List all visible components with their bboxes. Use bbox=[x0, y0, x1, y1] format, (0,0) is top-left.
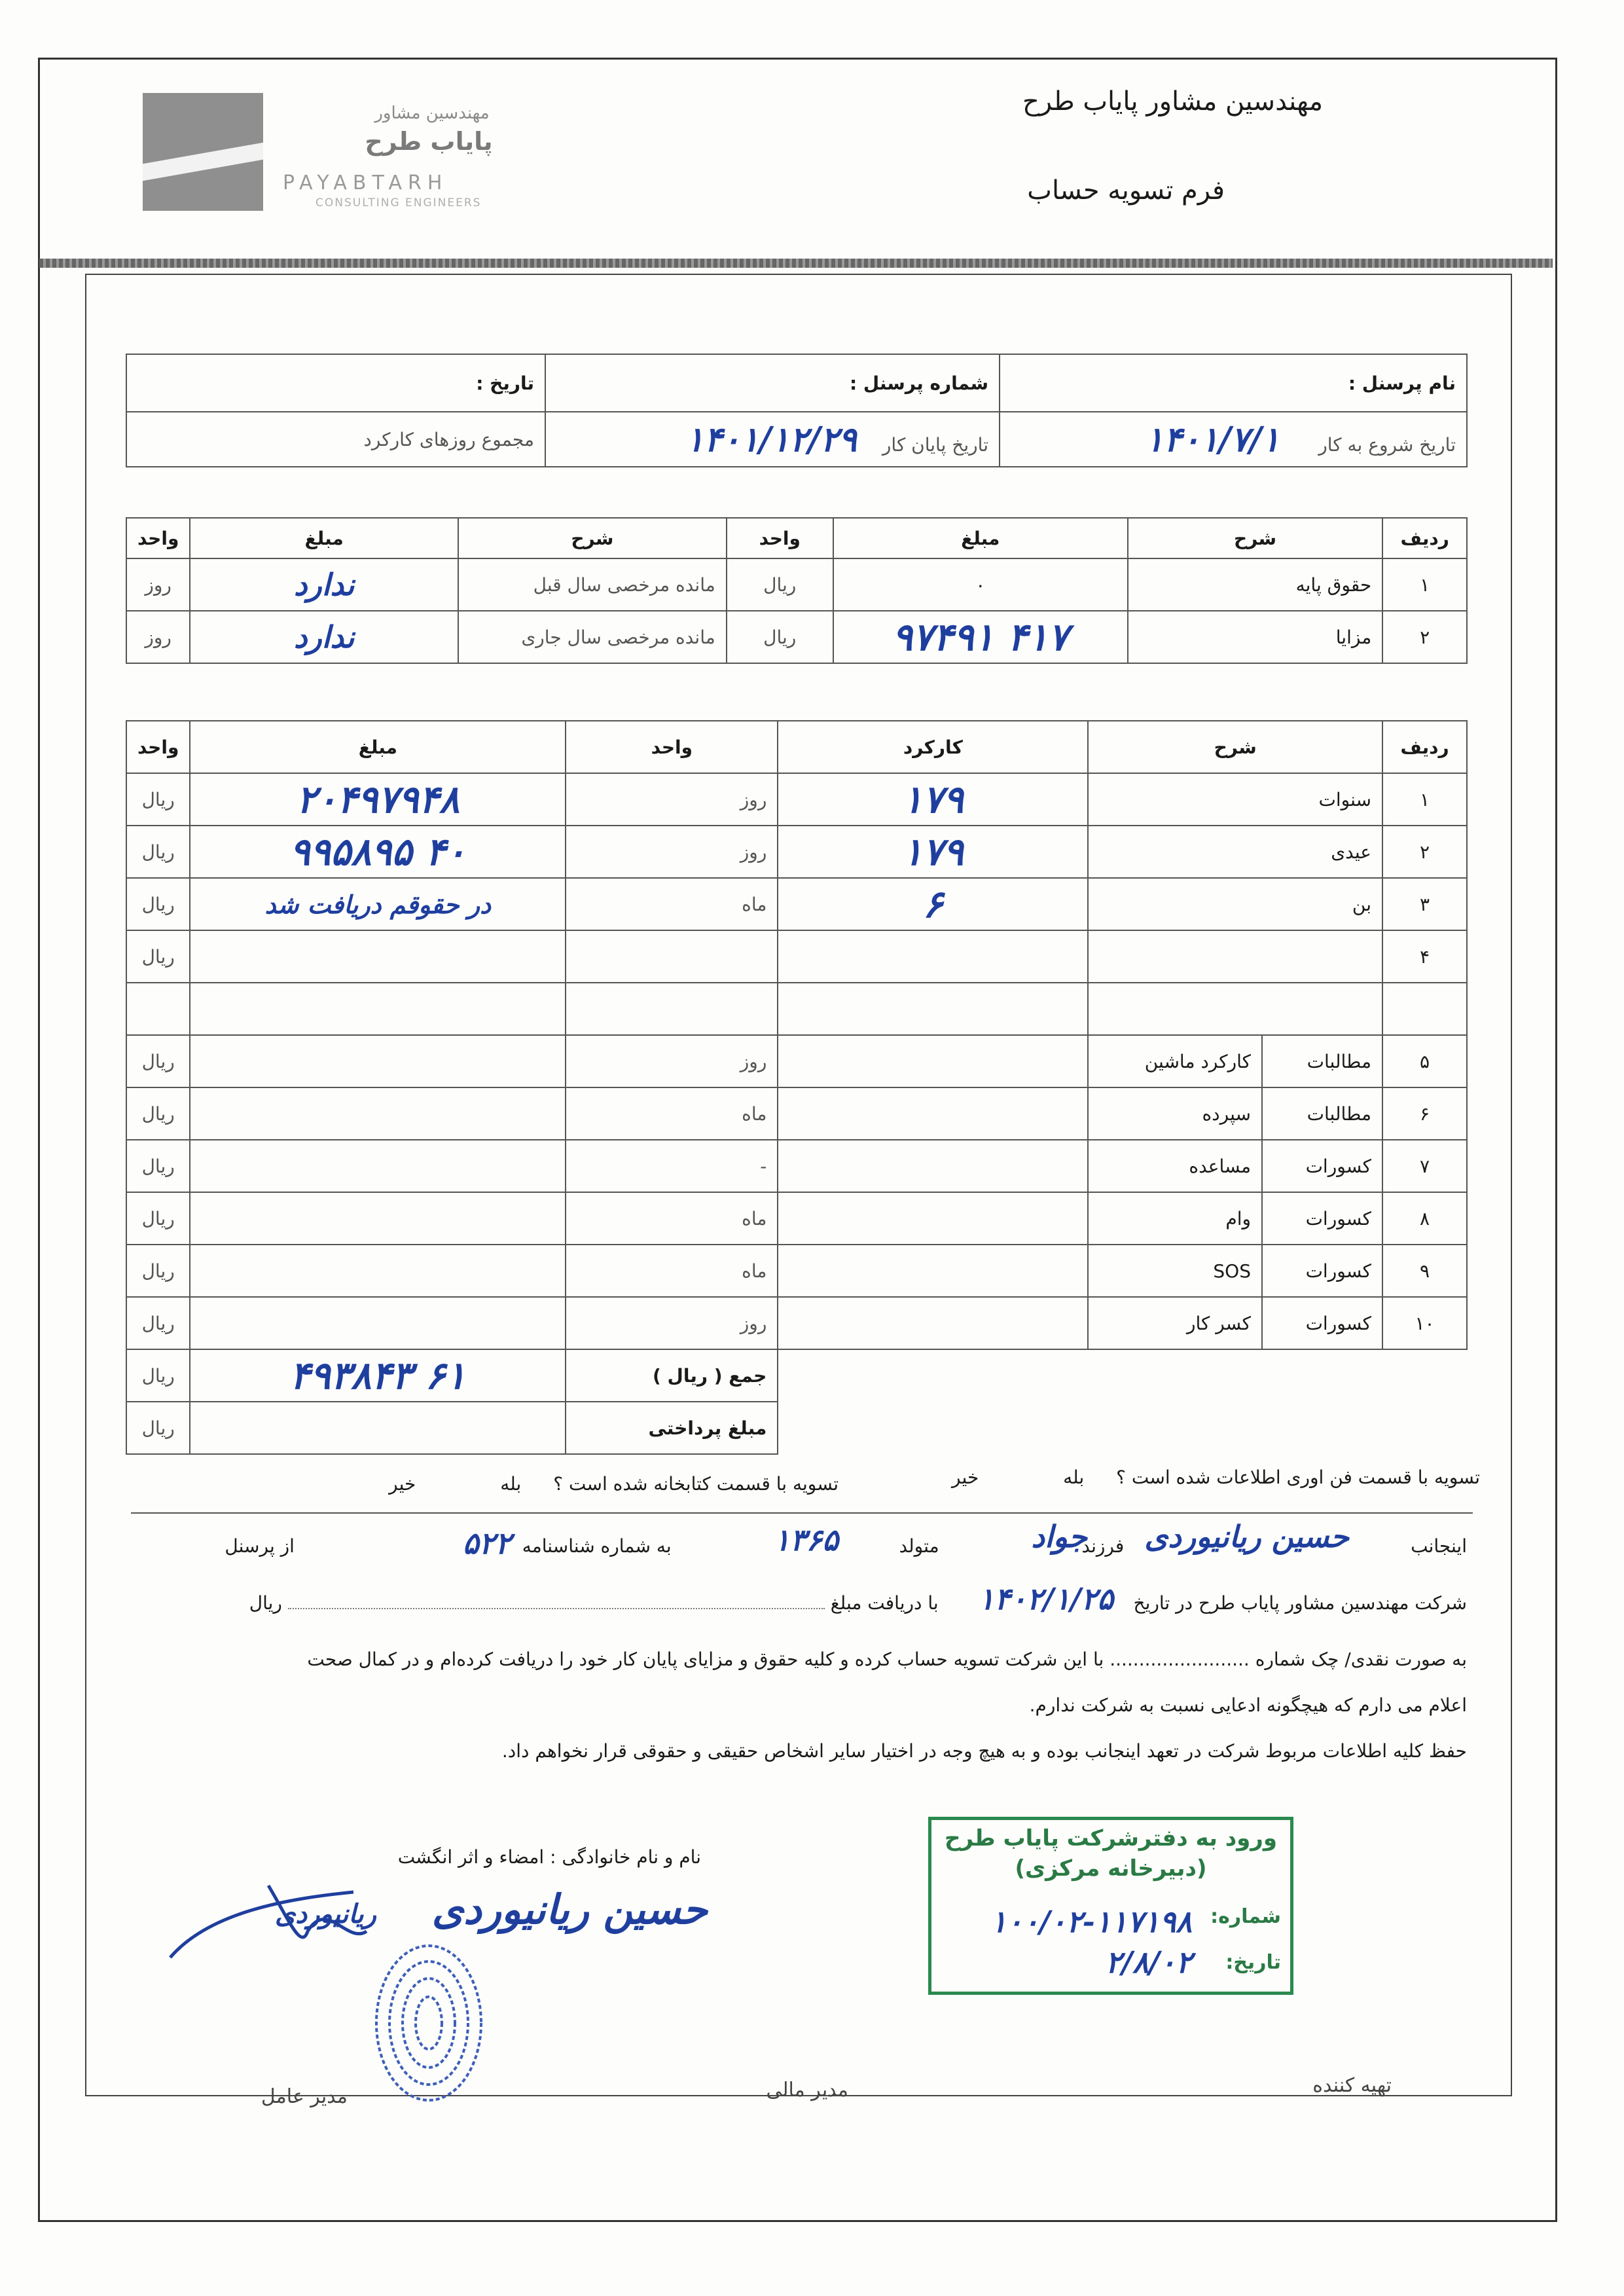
fingerprint-icon bbox=[367, 1938, 491, 2108]
row-no: ۱ bbox=[1382, 558, 1467, 611]
row-no bbox=[1382, 983, 1467, 1035]
row-cur: ریال bbox=[126, 1087, 190, 1140]
end-date-cell bbox=[545, 412, 1000, 467]
table-row bbox=[126, 826, 1467, 878]
row-category: کسورات bbox=[1262, 1245, 1382, 1297]
declaration-line-3: به صورت نقدی/ چک شماره ........................ با این شرکت تسویه حساب کرده و کلیه حقوق و مزایای پایان کار خود را دریافت کرده‌ام و در کمال صحت bbox=[307, 1649, 1467, 1670]
total-currency: ریال bbox=[126, 1349, 190, 1402]
declaration-line-5: حفظ کلیه اطلاعات مربوط شرکت در تعهد اینجانب بوده و به هیچ وجه در اختیار سایر اشخاص حقیقی و حقوقی قرار نخواهم داد. bbox=[501, 1740, 1467, 1762]
row-work bbox=[778, 983, 1088, 1035]
row-unit: - bbox=[566, 1140, 778, 1192]
payable-label: مبلغ پرداختی bbox=[566, 1402, 778, 1454]
form-title: فرم تسویه حساب bbox=[1027, 175, 1225, 206]
logo-en-large: PAYABTARH bbox=[283, 172, 448, 194]
row-amount bbox=[190, 1192, 566, 1245]
row-no: ۳ bbox=[1382, 878, 1467, 930]
row-work bbox=[778, 1245, 1088, 1297]
signature-second: ریانیوردی bbox=[275, 1899, 376, 1929]
decl-date-value: ۱۴۰۲/۱/۲۵ bbox=[978, 1581, 1113, 1616]
decl-intro: اینجانب bbox=[1411, 1535, 1467, 1557]
row-amount: ۴۰ ۹۹۵۸۹۵ bbox=[190, 826, 566, 878]
personnel-name-label: نام پرسنل : bbox=[1000, 354, 1467, 412]
row-category: کسورات bbox=[1262, 1297, 1382, 1349]
row-desc bbox=[1088, 983, 1382, 1035]
table-row bbox=[126, 1297, 1467, 1349]
col-work: کارکرد bbox=[778, 721, 1088, 773]
row-desc: عیدی bbox=[1088, 826, 1382, 878]
row-unit: ریال bbox=[727, 558, 833, 611]
decl-staff: از پرسنل bbox=[225, 1535, 295, 1557]
row-category: مطالبات bbox=[1262, 1087, 1382, 1140]
row-work: ۱۷۹ bbox=[778, 826, 1088, 878]
col-amount: مبلغ bbox=[190, 721, 566, 773]
row-no: ۶ bbox=[1382, 1087, 1467, 1140]
declaration-line-4: اعلام می دارم که هیچگونه ادعایی نسبت به شرکت ندارم. bbox=[1029, 1694, 1467, 1716]
col-desc2: شرح bbox=[458, 518, 727, 558]
row-unit: ماه bbox=[566, 878, 778, 930]
row-unit: روز bbox=[566, 1297, 778, 1349]
row-cur: ریال bbox=[126, 826, 190, 878]
row-desc: سنوات bbox=[1088, 773, 1382, 826]
start-date-cell bbox=[1000, 412, 1467, 467]
row-no: ۲ bbox=[1382, 611, 1467, 663]
company-logo-icon bbox=[143, 93, 263, 211]
row-cur: ریال bbox=[126, 1140, 190, 1192]
row-cur: ریال bbox=[126, 1192, 190, 1245]
table-row bbox=[126, 1245, 1467, 1297]
table-row bbox=[126, 983, 1467, 1035]
decl-amount-label: با دریافت مبلغ bbox=[830, 1592, 939, 1614]
row-no: ۱۰ bbox=[1382, 1297, 1467, 1349]
row-desc: SOS bbox=[1088, 1245, 1262, 1297]
library-check bbox=[389, 1473, 839, 1495]
table-row bbox=[126, 1140, 1467, 1192]
row-category: کسورات bbox=[1262, 1192, 1382, 1245]
table-row bbox=[126, 773, 1467, 826]
workdays-label: مجموع روزهای کارکرد bbox=[126, 412, 545, 467]
declaration-line-2 bbox=[249, 1592, 1467, 1614]
stamp-date-value: ۲/۸/۰۲ bbox=[1105, 1944, 1192, 1980]
row-unit: روز bbox=[566, 773, 778, 826]
row-desc: وام bbox=[1088, 1192, 1262, 1245]
row-desc: سپرده bbox=[1088, 1087, 1262, 1140]
row-cur: ریال bbox=[126, 1297, 190, 1349]
row-unit: ماه bbox=[566, 1192, 778, 1245]
col-desc: شرح bbox=[1128, 518, 1383, 558]
logo-fa-small: مهندسین مشاور bbox=[374, 103, 490, 123]
it-question: تسویه با قسمت فن اوری اطلاعات شده است ؟ bbox=[1116, 1467, 1480, 1488]
start-date-value: ۱۴۰۱/۷/۱ bbox=[1145, 419, 1280, 460]
row-desc: بن bbox=[1088, 878, 1382, 930]
row-no: ۵ bbox=[1382, 1035, 1467, 1087]
payable-row bbox=[126, 1402, 1467, 1454]
col-cur: واحد bbox=[126, 721, 190, 773]
decl-rial: ریال bbox=[249, 1592, 282, 1614]
row-no: ۹ bbox=[1382, 1245, 1467, 1297]
col-row-no: ردیف bbox=[1382, 721, 1467, 773]
library-yes-option[interactable]: بله bbox=[500, 1473, 522, 1495]
stamp-date-label: تاریخ: bbox=[1225, 1951, 1281, 1974]
library-question: تسویه با قسمت کتابخانه شده است ؟ bbox=[553, 1473, 839, 1495]
decl-company-date: شرکت مهندسین مشاور پایاب طرح در تاریخ bbox=[1133, 1592, 1467, 1614]
row-amount2: ندارد bbox=[190, 611, 458, 663]
decl-born: متولد bbox=[899, 1535, 939, 1557]
row-work bbox=[778, 1140, 1088, 1192]
decl-child-of: فرزند bbox=[1081, 1535, 1125, 1557]
col-amount: مبلغ bbox=[833, 518, 1128, 558]
total-value: ۶۱ ۴۹۳۸۴۳ bbox=[190, 1349, 566, 1402]
row-desc: حقوق پایه bbox=[1128, 558, 1383, 611]
table-row bbox=[126, 611, 1467, 663]
personnel-table bbox=[126, 354, 1468, 467]
row-unit: ماه bbox=[566, 1087, 778, 1140]
signature-label: نام و نام خانوادگی : امضاء و اثر انگشت bbox=[397, 1846, 701, 1868]
company-title: مهندسین مشاور پایاب طرح bbox=[1022, 86, 1323, 117]
row-desc: کسر کار bbox=[1088, 1297, 1262, 1349]
row-cur: ریال bbox=[126, 878, 190, 930]
row-work bbox=[778, 1297, 1088, 1349]
row-amount bbox=[190, 1140, 566, 1192]
row-unit2: روز bbox=[126, 611, 190, 663]
col-unit: واحد bbox=[566, 721, 778, 773]
settlement-table bbox=[126, 720, 1468, 1455]
end-date-value: ۱۴۰۱/۱۲/۲۹ bbox=[685, 419, 857, 460]
row-amount bbox=[190, 1245, 566, 1297]
decl-id-label: به شماره شناسنامه bbox=[522, 1535, 672, 1557]
row-amount: ۲۰۴۹۷۹۴۸ bbox=[190, 773, 566, 826]
row-cur: ریال bbox=[126, 1245, 190, 1297]
row-unit bbox=[566, 983, 778, 1035]
row-work bbox=[778, 930, 1088, 983]
row-amount: ۴۱۷ ۹۷۴۹۱ bbox=[833, 611, 1128, 663]
library-no-option[interactable]: خیر bbox=[389, 1473, 416, 1495]
row-unit: روز bbox=[566, 1035, 778, 1087]
row-no: ۷ bbox=[1382, 1140, 1467, 1192]
row-amount2: ندارد bbox=[190, 558, 458, 611]
logo-en-small: CONSULTING ENGINEERS bbox=[316, 196, 482, 210]
row-desc: مزایا bbox=[1128, 611, 1383, 663]
salary-table bbox=[126, 517, 1468, 664]
stamp-number-value: ۱۰۰/۰۲-۱۱۷۱۹۸ bbox=[990, 1904, 1192, 1939]
it-check bbox=[952, 1467, 1480, 1488]
row-no: ۸ bbox=[1382, 1192, 1467, 1245]
row-amount bbox=[190, 1297, 566, 1349]
it-no-option[interactable]: خیر bbox=[952, 1467, 979, 1488]
table-row bbox=[126, 1192, 1467, 1245]
col-row-no: ردیف bbox=[1382, 518, 1467, 558]
date-label: تاریخ : bbox=[126, 354, 545, 412]
entry-stamp bbox=[928, 1817, 1293, 1995]
stamp-line-1: ورود به دفترشرکت پایاب طرح bbox=[944, 1825, 1278, 1851]
row-no: ۲ bbox=[1382, 826, 1467, 878]
row-work bbox=[778, 1035, 1088, 1087]
start-date-label: تاریخ شروع به کار bbox=[1318, 433, 1456, 456]
row-amount bbox=[190, 983, 566, 1035]
payable-currency: ریال bbox=[126, 1402, 190, 1454]
end-date-label: تاریخ پایان کار bbox=[882, 433, 988, 456]
row-desc: مساعده bbox=[1088, 1140, 1262, 1192]
row-amount: ۰ bbox=[833, 558, 1128, 611]
row-unit2: روز bbox=[126, 558, 190, 611]
logo-fa-large: پایاب طرح bbox=[365, 127, 493, 156]
stamp-number-label: شماره: bbox=[1210, 1905, 1281, 1928]
row-amount bbox=[190, 930, 566, 983]
row-unit: ماه bbox=[566, 1245, 778, 1297]
decl-id-value: ۵۲۲ bbox=[462, 1525, 511, 1561]
row-category: مطالبات bbox=[1262, 1035, 1382, 1087]
decl-father-value: جواد bbox=[1031, 1519, 1087, 1554]
table-row bbox=[126, 878, 1467, 930]
col-desc: شرح bbox=[1088, 721, 1382, 773]
row-unit: روز bbox=[566, 826, 778, 878]
col-unit2: واحد bbox=[126, 518, 190, 558]
finance-manager-label: مدیر مالی bbox=[766, 2079, 848, 2102]
row-work: ۱۷۹ bbox=[778, 773, 1088, 826]
row-cur: ریال bbox=[126, 1035, 190, 1087]
row-unit bbox=[566, 930, 778, 983]
row-desc2: مانده مرخصی سال قبل bbox=[458, 558, 727, 611]
table-row bbox=[126, 558, 1467, 611]
row-desc2: مانده مرخصی سال جاری bbox=[458, 611, 727, 663]
it-yes-option[interactable]: بله bbox=[1063, 1467, 1085, 1488]
decl-name-value: حسین ریانیوردی bbox=[1144, 1519, 1349, 1554]
row-cur: ریال bbox=[126, 773, 190, 826]
personnel-number-label: شماره پرسنل : bbox=[545, 354, 1000, 412]
col-amount2: مبلغ bbox=[190, 518, 458, 558]
row-no: ۱ bbox=[1382, 773, 1467, 826]
total-label: جمع ( ریال ) bbox=[566, 1349, 778, 1402]
row-category: کسورات bbox=[1262, 1140, 1382, 1192]
header-separator bbox=[39, 259, 1553, 268]
table-row bbox=[126, 1087, 1467, 1140]
decl-birth-value: ۱۳۶۵ bbox=[774, 1522, 839, 1558]
row-work bbox=[778, 1087, 1088, 1140]
row-desc: کارکرد ماشین bbox=[1088, 1035, 1262, 1087]
row-cur bbox=[126, 983, 190, 1035]
table-row bbox=[126, 1035, 1467, 1087]
row-work: ۶ bbox=[778, 878, 1088, 930]
checks-separator bbox=[131, 1512, 1473, 1514]
stamp-line-2: (دبیرخانه مرکزی) bbox=[1015, 1855, 1207, 1882]
col-unit: واحد bbox=[727, 518, 833, 558]
payable-value bbox=[190, 1402, 566, 1454]
preparer-label: تهیه کننده bbox=[1312, 2074, 1392, 2097]
row-cur: ریال bbox=[126, 930, 190, 983]
general-manager-label: مدیر عامل bbox=[261, 2085, 348, 2108]
total-row bbox=[126, 1349, 1467, 1402]
row-desc bbox=[1088, 930, 1382, 983]
row-no: ۴ bbox=[1382, 930, 1467, 983]
signature-name: حسین ریانیوردی bbox=[431, 1886, 708, 1933]
row-amount: در حقوقم دریافت شد bbox=[190, 878, 566, 930]
row-work bbox=[778, 1192, 1088, 1245]
row-amount bbox=[190, 1035, 566, 1087]
table-row bbox=[126, 930, 1467, 983]
row-unit: ریال bbox=[727, 611, 833, 663]
row-amount bbox=[190, 1087, 566, 1140]
